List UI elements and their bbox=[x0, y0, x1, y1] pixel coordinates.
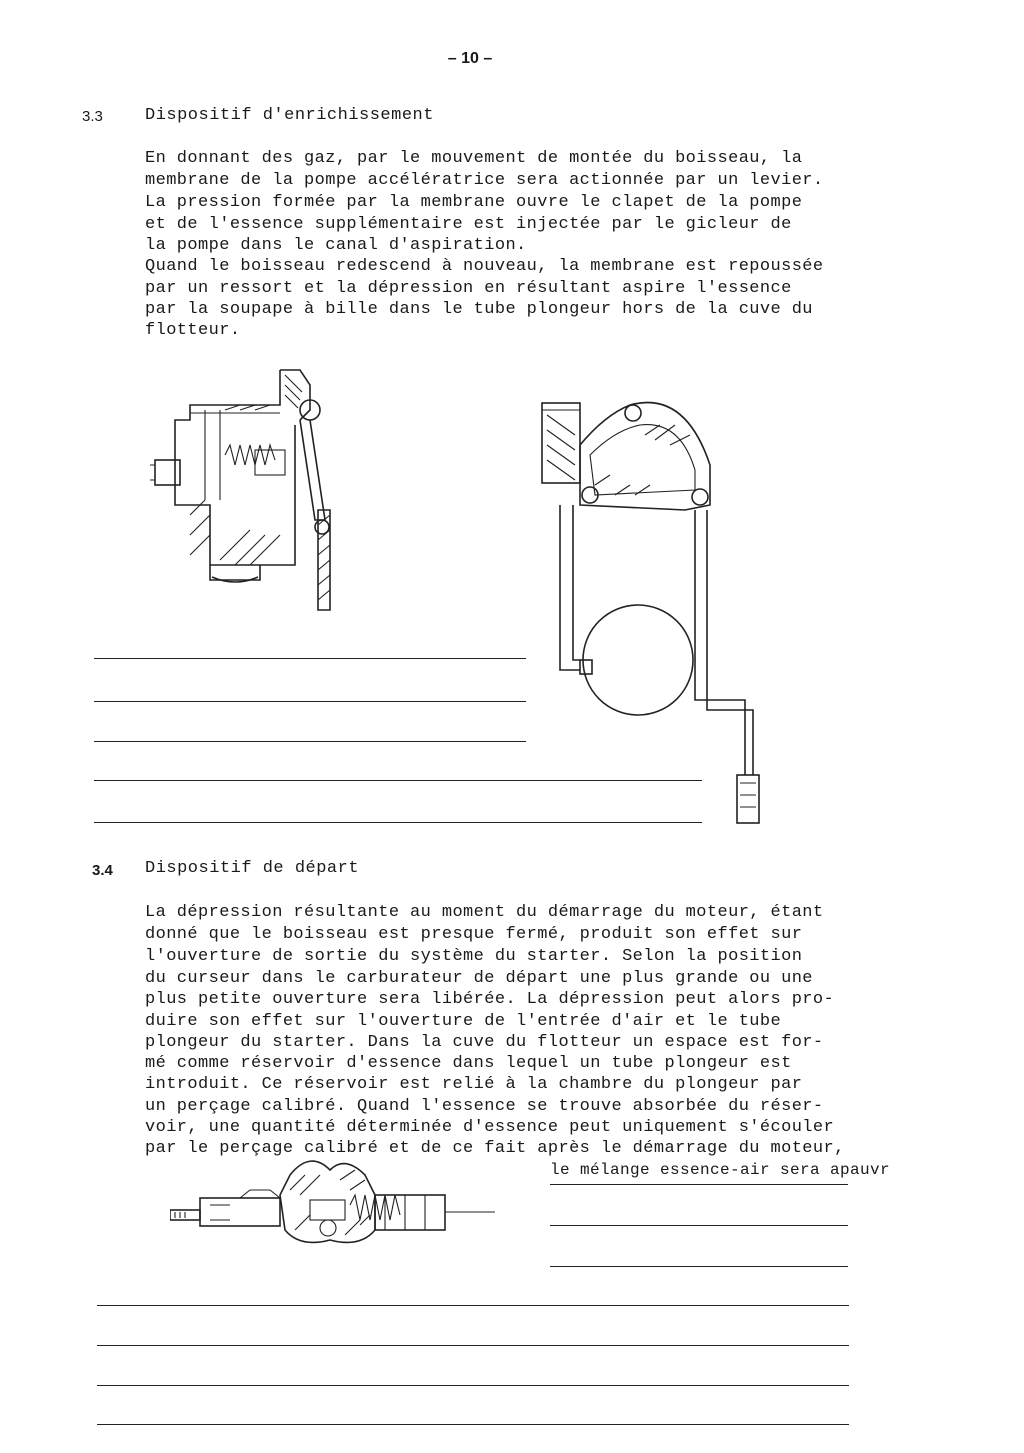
fuel-tube-left bbox=[560, 505, 592, 674]
paragraph-line: donné que le boisseau est presque fermé, produit son effet sur bbox=[145, 925, 803, 944]
answer-line bbox=[97, 1385, 849, 1386]
plunger-spring bbox=[310, 1195, 400, 1220]
answer-line bbox=[94, 822, 702, 823]
paragraph-line: par un ressort et la dépression en résultant aspire l'essence bbox=[145, 279, 792, 298]
pump-cover-casting bbox=[542, 403, 710, 511]
check-valve-jet bbox=[737, 775, 759, 823]
paragraph-line: plus petite ouverture sera libérée. La dépression peut alors pro- bbox=[145, 990, 835, 1009]
paragraph-line: du curseur dans le carburateur de départ une plus grande ou une bbox=[145, 969, 813, 988]
paragraph-line: voir, une quantité déterminée d'essence peut uniquement s'écouler bbox=[145, 1118, 835, 1137]
paragraph-line: un perçage calibré. Quand l'essence se trouve absorbée du réser- bbox=[145, 1097, 824, 1116]
paragraph-line: mé comme réservoir d'essence dans lequel un tube plongeur est bbox=[145, 1054, 792, 1073]
answer-line bbox=[97, 1424, 849, 1425]
accelerator-pump-diagram bbox=[150, 365, 355, 615]
paragraph-line: Quand le boisseau redescend à nouveau, la membrane est repoussée bbox=[145, 257, 824, 276]
answer-line bbox=[94, 658, 526, 659]
paragraph-line: et de l'essence supplémentaire est injectée par le gicleur de bbox=[145, 215, 792, 234]
answer-line bbox=[550, 1225, 848, 1226]
paragraph-line: duire son effet sur l'ouverture de l'entrée d'air et le tube bbox=[145, 1012, 782, 1031]
starter-plunger-diagram bbox=[170, 1150, 500, 1250]
plunger-outlet bbox=[375, 1195, 495, 1230]
answer-line bbox=[94, 701, 526, 702]
answer-line bbox=[97, 1345, 849, 1346]
paragraph-line: l'ouverture de sortie du système du starter. Selon la position bbox=[145, 947, 803, 966]
paragraph-line: la pompe dans le canal d'aspiration. bbox=[145, 236, 527, 255]
answer-line bbox=[550, 1184, 848, 1185]
paragraph-line: La dépression résultante au moment du démarrage du moteur, étant bbox=[145, 903, 824, 922]
paragraph-line: En donnant des gaz, par le mouvement de montée du boisseau, la bbox=[145, 149, 803, 168]
answer-line bbox=[550, 1266, 848, 1267]
section-number-3-4: 3.4 bbox=[92, 862, 113, 879]
pump-circuit-diagram bbox=[535, 395, 775, 830]
paragraph-line: par la soupape à bille dans le tube plongeur hors de la cuve du bbox=[145, 300, 813, 319]
page-number: – 10 – bbox=[447, 50, 493, 67]
pump-spring bbox=[225, 445, 285, 475]
fuel-tube-right bbox=[695, 510, 753, 775]
answer-line bbox=[94, 780, 702, 781]
plunger-shaft bbox=[170, 1190, 280, 1226]
paragraph-line: plongeur du starter. Dans la cuve du flotteur un espace est for- bbox=[145, 1033, 824, 1052]
answer-line bbox=[97, 1305, 849, 1306]
plunger-body bbox=[280, 1161, 375, 1242]
paragraph-line: La pression formée par la membrane ouvre le clapet de la pompe bbox=[145, 193, 803, 212]
paragraph-line: introduit. Ce réservoir est relié à la chambre du plongeur par bbox=[145, 1075, 803, 1094]
answer-line bbox=[94, 741, 526, 742]
section-number-3-3: 3.3 bbox=[82, 108, 103, 125]
float bbox=[583, 605, 693, 715]
paragraph-line-continued: le mélange essence-air sera apauvr bbox=[550, 1161, 891, 1179]
section-title-3-4: Dispositif de départ bbox=[145, 859, 360, 878]
pump-lever bbox=[300, 400, 330, 610]
paragraph-line: flotteur. bbox=[145, 321, 241, 340]
paragraph-line: par le perçage calibré et de ce fait après le démarrage du moteur, bbox=[145, 1139, 845, 1158]
section-title-3-3: Dispositif d'enrichissement bbox=[145, 106, 434, 125]
paragraph-line: membrane de la pompe accélératrice sera actionnée par un levier. bbox=[145, 171, 824, 190]
